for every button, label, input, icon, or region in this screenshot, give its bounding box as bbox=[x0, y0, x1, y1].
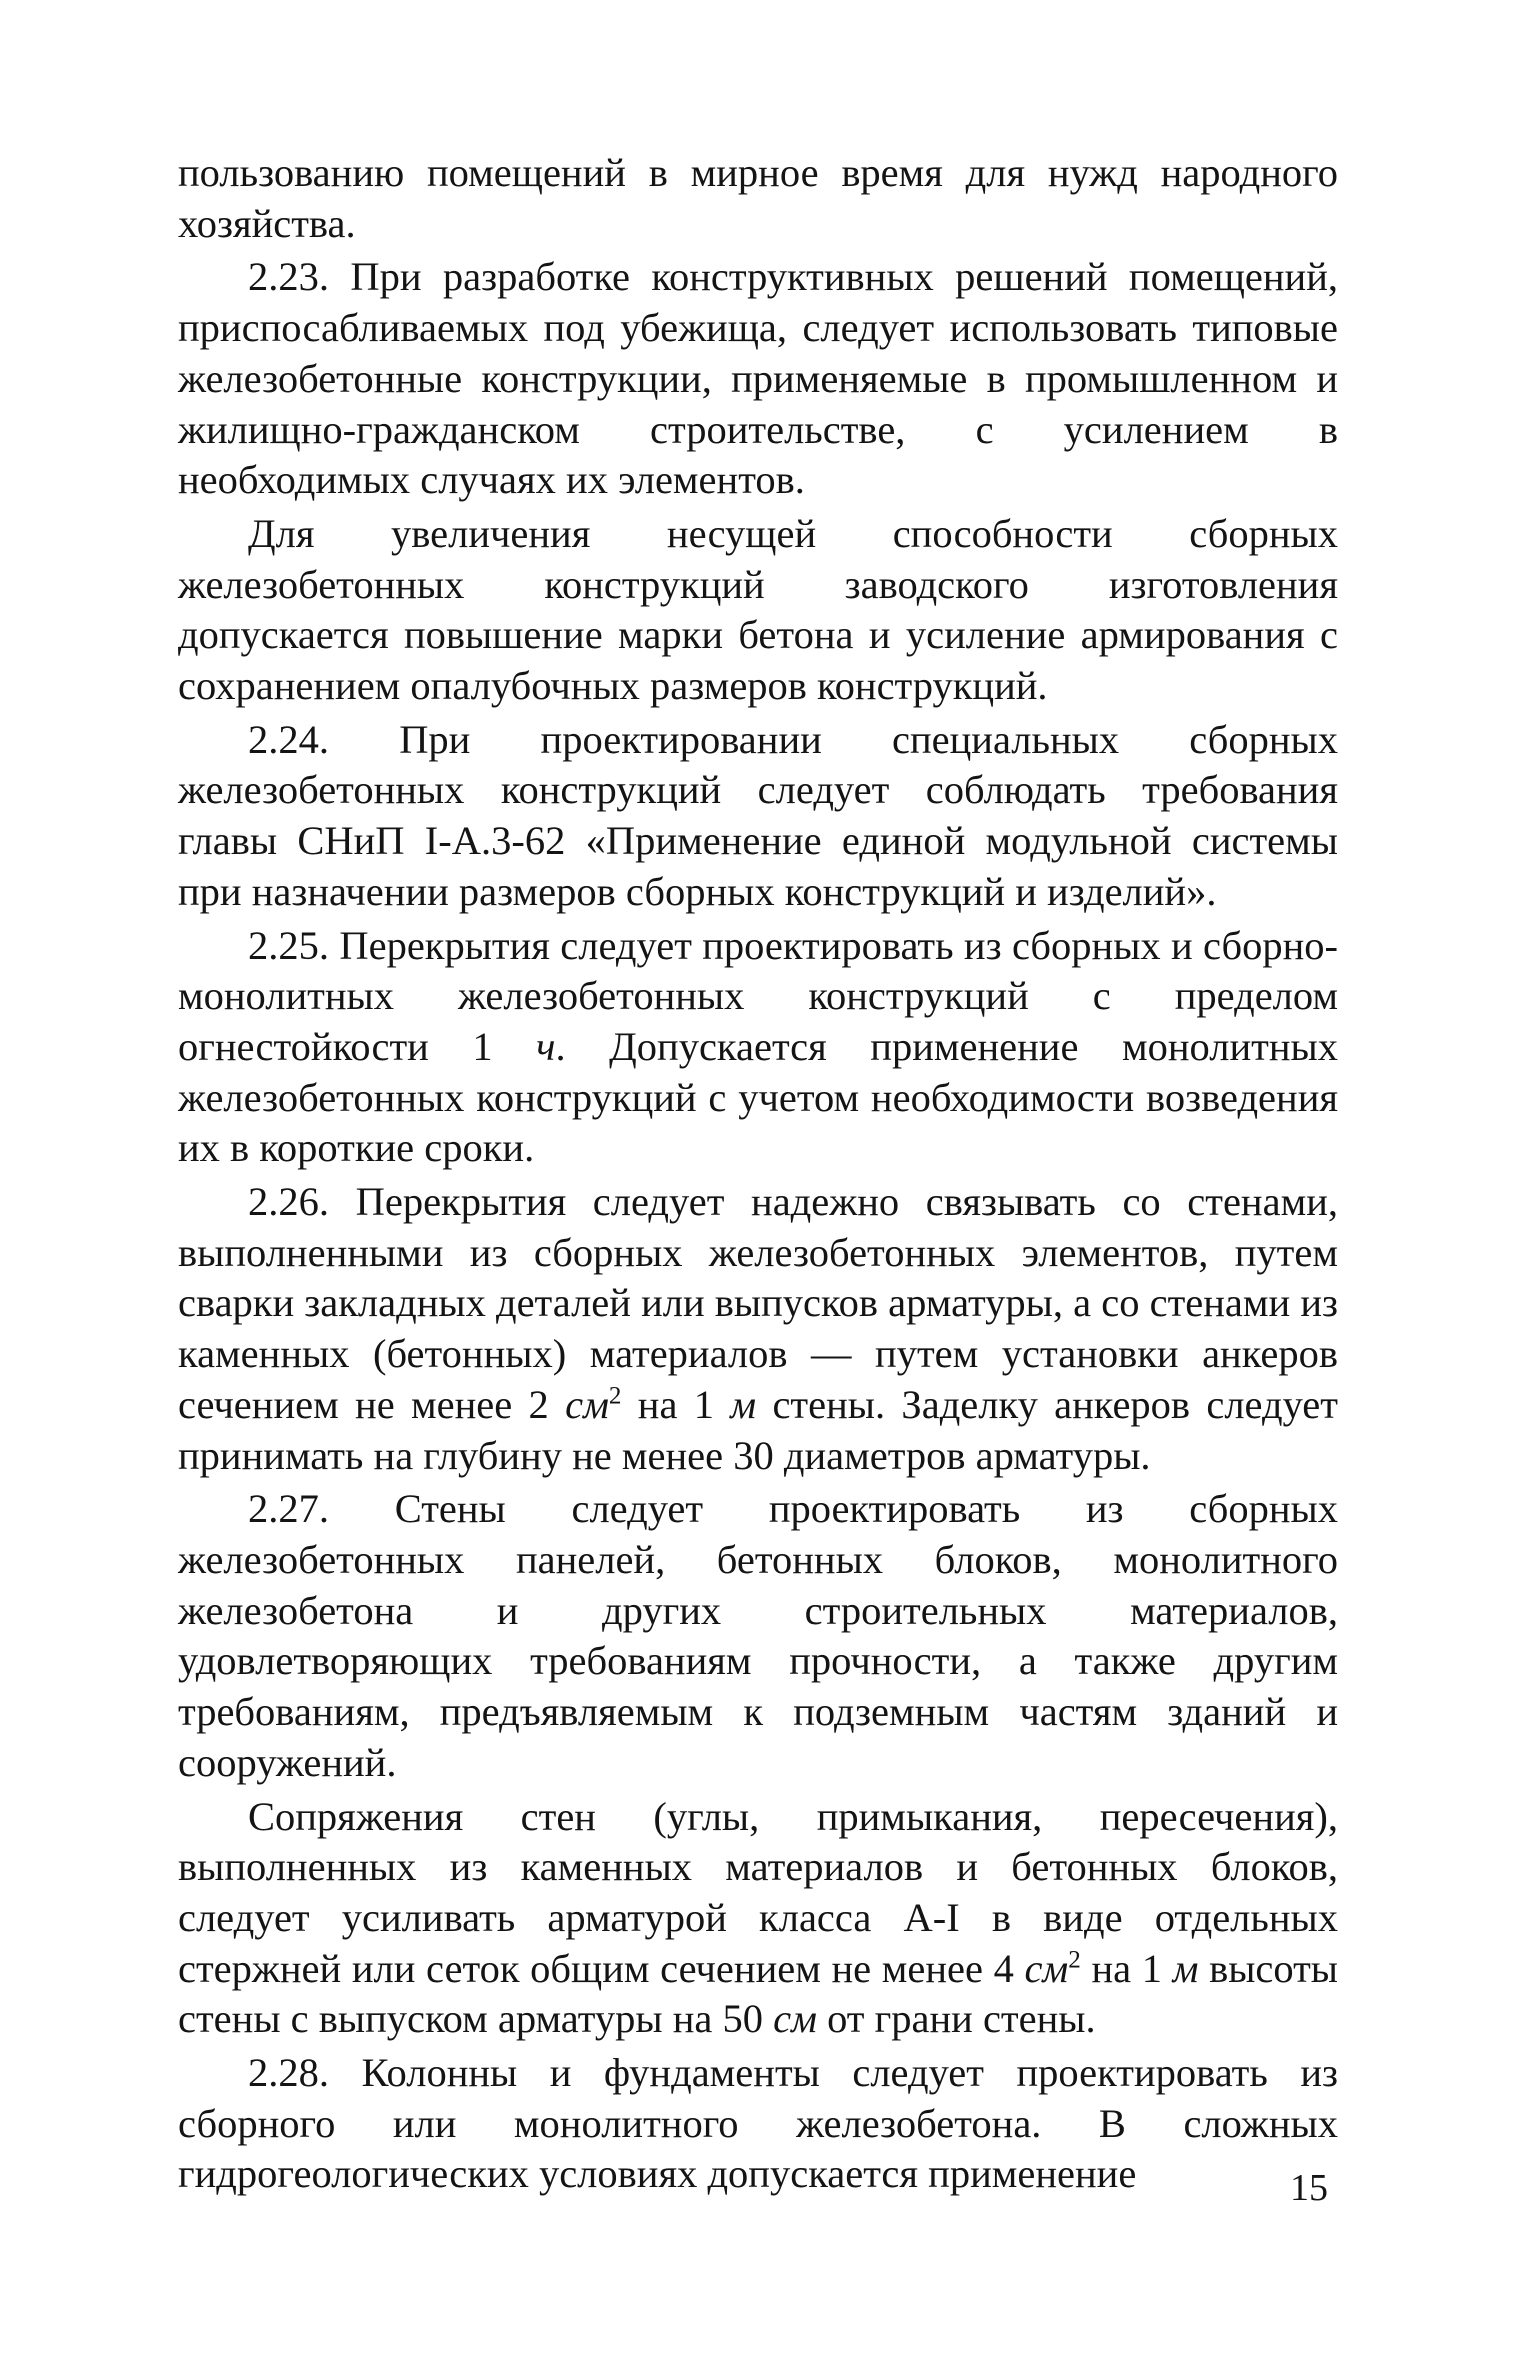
paragraph-2-27: 2.27. Стены следует проектировать из сборных железобетонных панелей, бетонных блоков, монолитного железобетона и других строительных материалов, удовлетворяющих требованиям прочности, а также другим требованиям, предъявляемым к подземным частям зданий и сооружений. bbox=[178, 1486, 1338, 1785]
clause-number: 2.23. bbox=[248, 254, 329, 300]
clause-number: 2.26. bbox=[248, 1179, 329, 1225]
clause-number: 2.27. bbox=[248, 1486, 329, 1532]
paragraph-continuation: пользованию помещений в мирное время для нужд народного хозяйства. bbox=[178, 150, 1338, 246]
clause-number: 2.25. bbox=[248, 922, 329, 968]
paragraph-2-23-continued: Для увеличения несущей способности сборных железобетонных конструкций заводского изготовления допускается повышение марки бетона и усиление армирования с сохранением опалубочных размеров конструкций. bbox=[178, 510, 1338, 709]
paragraph-2-24: 2.24. При проектировании специальных сборных железобетонных конструкций следует соблюдать требования главы СНиП I-А.3-62 «Применение единой модульной системы при назначении размеров сборных конструкций и изделий». bbox=[178, 716, 1338, 914]
paragraph-2-25: 2.25. Перекрытия следует проектировать из сборных и сборно-монолитных железобетонных конструкций с пределом огнестойкости 1 ч. Допускается применение монолитных железобетонных конструкций с учетом необходимости возведения их в короткие сроки. bbox=[178, 922, 1338, 1171]
page-number: 15 bbox=[1290, 2167, 1328, 2209]
paragraph-2-26: 2.26. Перекрытия следует надежно связывать со стенами, выполненными из сборных железобетонных элементов, путем сварки закладных деталей или выпусков арматуры, а со стенами из каменных (бетонных) материалов — путем установки анкеров сечением не менее 2 $см^2$ на 1 м стены. Заделку анкеров следует принимать на глубину не менее 30 диаметров арматуры. bbox=[178, 1179, 1338, 1478]
clause-number: 2.28. bbox=[248, 2050, 329, 2096]
paragraph-2-28: 2.28. Колонны и фундаменты следует проектировать из сборного или монолитного железобетона. В сложных гидрогеологических условиях допускается применение bbox=[178, 2050, 1339, 2197]
paragraph-2-27-continued: Сопряжения стен (углы, примыкания, пересечения), выполненных из каменных материалов и бетонных блоков, следует усиливать арматурой класса А-I в виде отдельных стержней или сеток общим сечением не менее 4 $см^2$ на 1 м высоты стены с выпуском арматуры на 50 см от грани стены. bbox=[178, 1793, 1339, 2042]
clause-number: 2.24. bbox=[248, 716, 329, 762]
document-body bbox=[178, 148, 1338, 2200]
paragraph-2-23: 2.23. При разработке конструктивных решений помещений, приспосабливаемых под убежища, следует использовать типовые железобетонные конструкции, применяемые в промышленном и жилищно-гражданском строительстве, с усилением в необходимых случаях их элементов. bbox=[178, 254, 1338, 503]
